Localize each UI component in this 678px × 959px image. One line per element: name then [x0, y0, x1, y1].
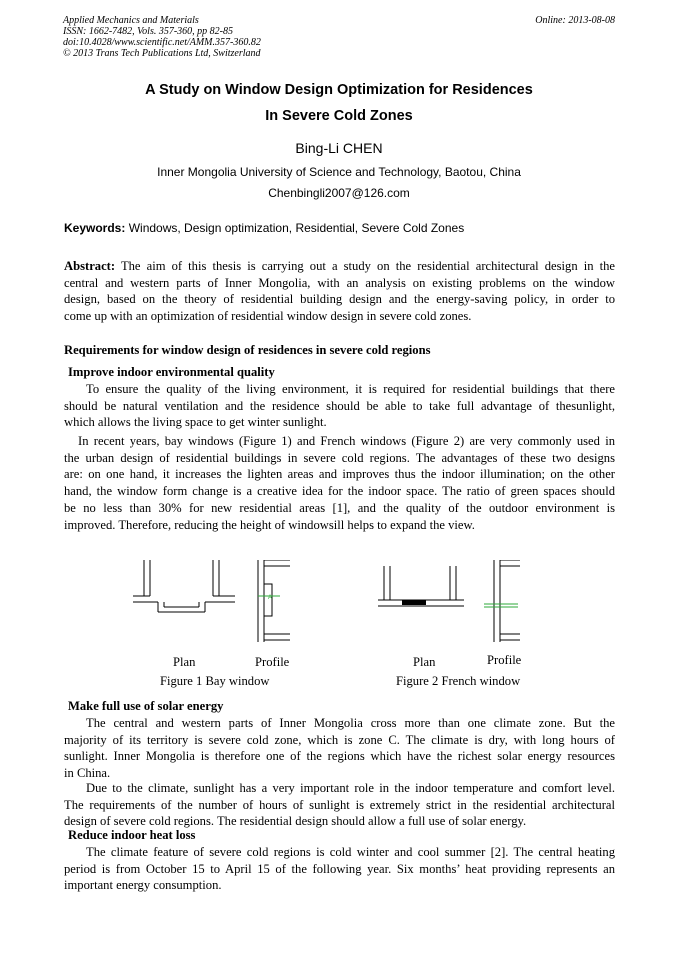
abstract: [64, 258, 615, 325]
svg-text:A: A: [268, 595, 273, 601]
paper-title-line-1: A Study on Window Design Optimization for Residences: [145, 82, 533, 98]
text-line: period is from October 15 to April 15 of the following year. Six months’ heat providing represents an: [64, 861, 615, 876]
paragraph-3: [64, 715, 615, 782]
keywords-text: Windows, Design optimization, Residential, Severe Cold Zones: [128, 221, 465, 235]
figure-2-plan-label: Plan: [413, 655, 436, 669]
email: Chenbingli2007@126.com: [268, 186, 410, 200]
text-line: majority of its territory is severe cold zone, which is zone C. The climate is dry, with long hours of: [64, 732, 615, 747]
online-date: Online: 2013-08-08: [535, 15, 615, 26]
figure-1-bay-window-drawing: [130, 560, 300, 646]
subsection-heading: Make full use of solar energy: [68, 699, 224, 713]
text-line: which allows the living space to get winter sunlight.: [64, 415, 327, 430]
journal-name: Applied Mechanics and Materials: [63, 15, 199, 26]
text-line: sunlight. Inner Mongolia is therefore one of the regions which have the richest solar energy resources: [64, 749, 615, 764]
abstract-line: come up with an optimization of residential window design in severe cold zones.: [64, 309, 472, 324]
text-line: be no less than 30% for new residential areas [1], and the quality of the outdoor environment is: [64, 500, 615, 515]
issn: ISSN: 1662-7482, Vols. 357-360, pp 82-85: [63, 26, 233, 37]
text-line: To ensure the quality of the living environment, it is required for residential buildings that there: [86, 382, 615, 396]
text-line: The requirements of the number of hours of sunlight is extremely strict in the residential architectural: [64, 797, 615, 812]
text-line: the urban design of residential buildings in severe cold regions. The advantages of these two designs: [64, 450, 615, 465]
affiliation: Inner Mongolia University of Science and Technology, Baotou, China: [157, 165, 521, 179]
text-line: hand, the window form change is a creative idea for the indoor space. The ratio of green spaces should: [64, 484, 615, 499]
author: Bing-Li CHEN: [295, 140, 383, 156]
subsection-heading: Reduce indoor heat loss: [68, 828, 196, 842]
journal-header: [63, 15, 363, 59]
text-line: improved. Therefore, reducing the height of windowsill helps to expand the view.: [64, 517, 475, 532]
paragraph-2: [64, 433, 615, 533]
figure-2-caption: Figure 2 French window: [396, 674, 521, 688]
figure-1-profile-label: Profile: [255, 655, 290, 669]
text-line: are: on one hand, it increases the lighten areas and improves thus the indoor illumination; on the other: [64, 467, 615, 482]
figure-1-caption: Figure 1 Bay window: [160, 674, 270, 688]
paragraph-5: [64, 844, 615, 894]
text-line: important energy consumption.: [64, 878, 222, 893]
abstract-label: Abstract:: [64, 259, 116, 273]
paragraph-4: [64, 780, 615, 830]
keywords-line: [64, 221, 464, 235]
text-line: Due to the climate, sunlight has a very important role in the indoor temperature and comfort level.: [86, 781, 615, 795]
paper-title-line-2: In Severe Cold Zones: [265, 108, 413, 124]
figure-1-plan-label: Plan: [173, 655, 196, 669]
abstract-line: Abstract: The aim of this thesis is carrying out a study on the residential architectural design in the: [64, 259, 616, 273]
text-line: The climate feature of severe cold regions is cold winter and cool summer [2]. The central heating: [86, 845, 615, 859]
abstract-line: central and western parts of Inner Mongolia, with an analysis on existing problems on the window: [64, 275, 615, 290]
figure-2-french-window-drawing: [376, 560, 526, 646]
section-heading: Requirements for window design of residences in severe cold regions: [64, 343, 431, 357]
subsection-heading: Improve indoor environmental quality: [68, 365, 275, 379]
paragraph-1: [64, 381, 615, 431]
text-line: in China.: [64, 766, 111, 781]
doi: doi:10.4028/www.scientific.net/AMM.357-360.82: [63, 37, 261, 48]
copyright: © 2013 Trans Tech Publications Ltd, Switzerland: [63, 48, 261, 59]
abstract-line: design, based on the theory of residential building design and the energy-saving policy, in order to: [64, 292, 615, 307]
text-line: In recent years, bay windows (Figure 1) and French windows (Figure 2) are very commonly used in: [78, 434, 615, 448]
text-line: The central and western parts of Inner Mongolia cross more than one climate zone. But the: [86, 716, 615, 730]
text-line: design of severe cold regions. The residential design should allow a full use of solar energy.: [64, 814, 527, 829]
figure-2-profile-label: Profile: [487, 653, 522, 667]
text-line: should be natural ventilation and the residence should be able to take full advantage of thesunlight,: [64, 398, 615, 413]
keywords-label: Keywords:: [64, 221, 126, 235]
